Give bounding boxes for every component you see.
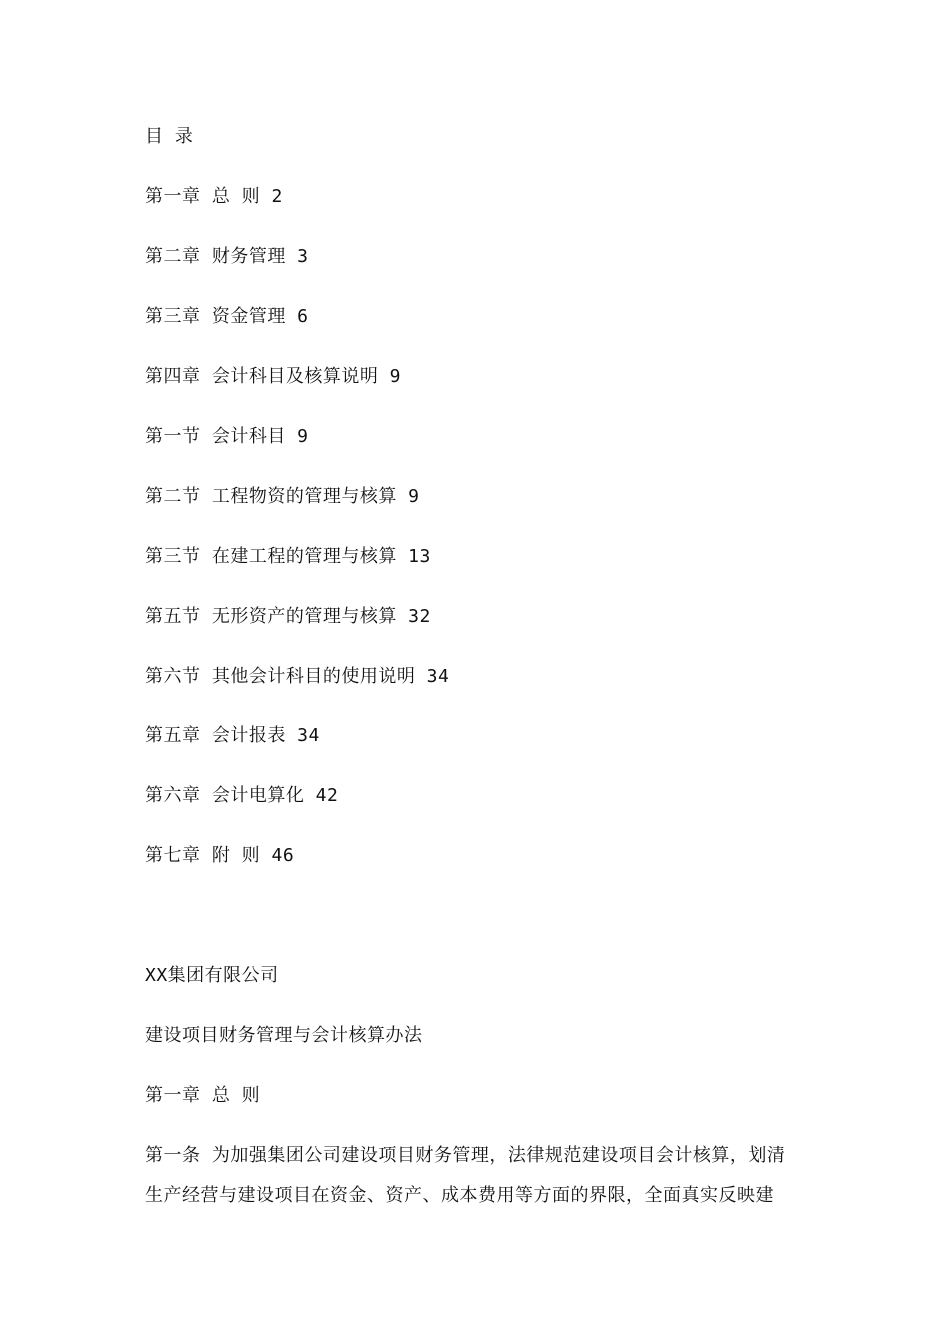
toc-entry: 第六章 会计电算化 42 [145,785,339,806]
paragraph-line: 第一条 为加强集团公司建设项目财务管理，法律规范建设项目会计核算，划清 [145,1145,786,1166]
toc-entry: 第三节 在建工程的管理与核算 13 [145,546,431,567]
paragraph-line: 生产经营与建设项目在资金、资产、成本费用等方面的界限，全面真实反映建 [145,1185,774,1206]
toc-entry: 第四章 会计科目及核算说明 9 [145,366,402,387]
toc-entry: 第六节 其他会计科目的使用说明 34 [145,666,450,687]
toc-entry: 第五节 无形资产的管理与核算 32 [145,606,431,627]
toc-entry: 第一章 总 则 2 [145,186,283,207]
company-name: XX集团有限公司 [145,965,279,986]
toc-entry: 第三章 资金管理 6 [145,306,309,327]
toc-entry: 第五章 会计报表 34 [145,725,320,746]
toc-entry: 第七章 附 则 46 [145,845,295,866]
toc-entry: 第二章 财务管理 3 [145,246,309,267]
chapter-heading: 第一章 总 则 [145,1085,261,1106]
toc-title: 目 录 [145,126,194,147]
document-title: 建设项目财务管理与会计核算办法 [145,1025,423,1046]
toc-entry: 第二节 工程物资的管理与核算 9 [145,486,420,507]
toc-entry: 第一节 会计科目 9 [145,426,309,447]
